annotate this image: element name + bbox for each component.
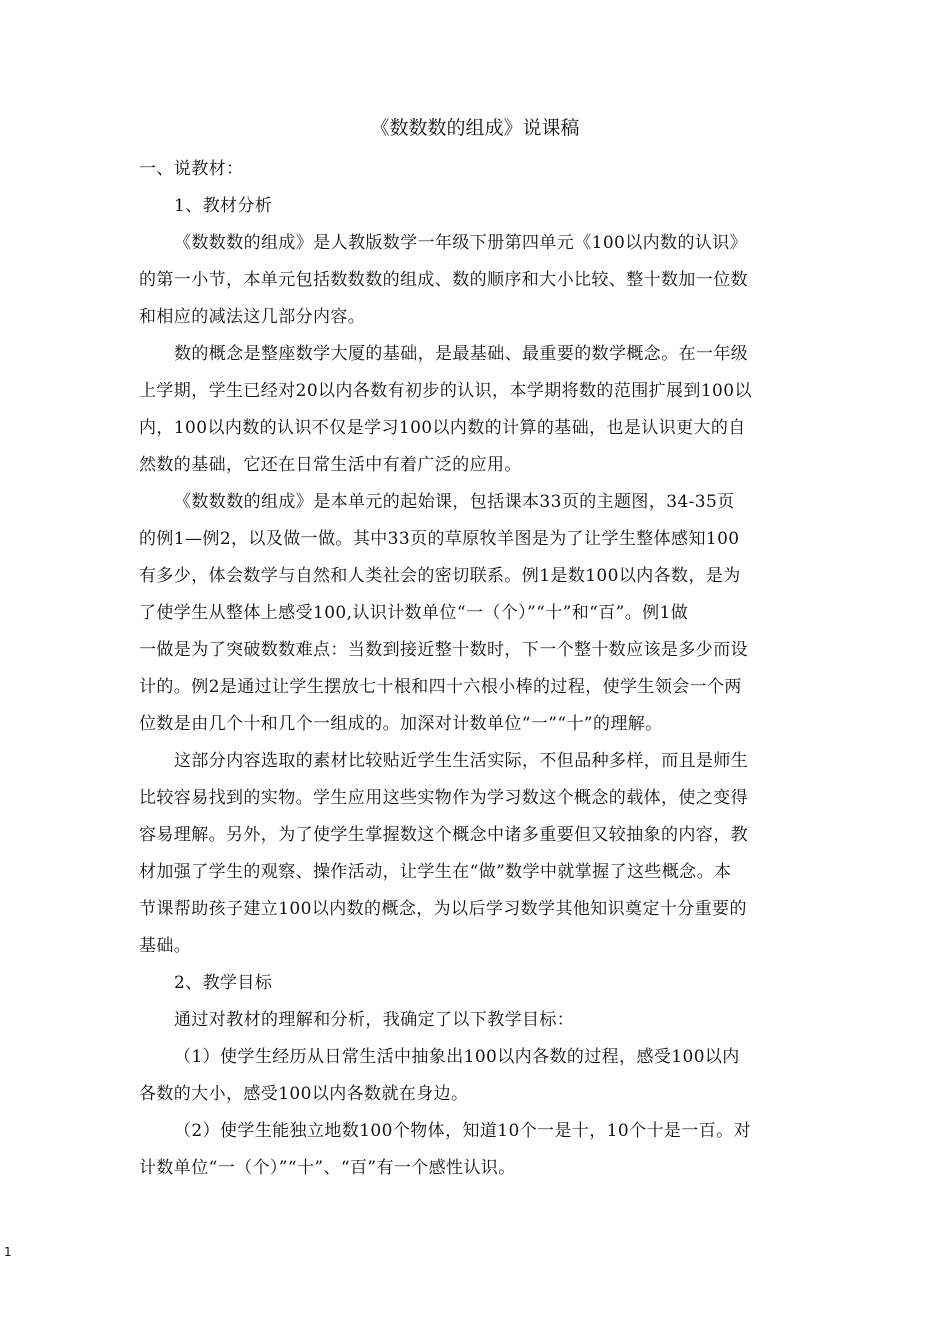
paragraph-line: 位数是由几个十和几个一组成的。加深对计数单位“一”“十”的理解。	[139, 714, 663, 734]
paragraph-line: 节课帮助孩子建立100以内数的概念，为以后学习数学其他知识奠定十分重要的	[139, 899, 747, 919]
paragraph-line: 《数数数的组成》是本单元的起始课，包括课本33页的主题图，34-35页	[174, 492, 735, 512]
paragraph-line: 基础。	[139, 936, 192, 956]
paragraph-line: 有多少，体会数学与自然和人类社会的密切联系。例1是数100以内各数，是为	[139, 566, 741, 586]
paragraph-line: 《数数数的组成》是人教版数学一年级下册第四单元《100以内数的认识》	[174, 233, 748, 253]
paragraph-line: 比较容易找到的实物。学生应用这些实物作为学习数这个概念的载体，使之变得	[139, 788, 748, 808]
paragraph-line: 一做是为了突破数数难点：当数到接近整十数时，下一个整十数应该是多少而设	[139, 640, 748, 660]
paragraph-line: 这部分内容选取的素材比较贴近学生生活实际，不但品种多样，而且是师生	[174, 751, 749, 771]
document-title: 《数数数的组成》说课稿	[370, 117, 580, 139]
paragraph-line: 的第一小节，本单元包括数数数的组成、数的顺序和大小比较、整十数加一位数	[139, 270, 748, 290]
paragraph-line: 了使学生从整体上感受100,认识计数单位“一（个）”“十”和“百”。例1做	[139, 603, 689, 623]
paragraph-line: 各数的大小，感受100以内各数就在身边。	[139, 1084, 469, 1104]
paragraph-line: 材加强了学生的观察、操作活动，让学生在“做”数学中就掌握了这些概念。本	[139, 862, 732, 882]
section-heading: 一、说教材：	[139, 159, 244, 179]
paragraph-line: 通过对教材的理解和分析，我确定了以下教学目标：	[174, 1010, 575, 1030]
paragraph-line: 和相应的减法这几部分内容。	[139, 307, 366, 327]
paragraph-line: 计的。例2是通过让学生摆放七十根和四十六根小棒的过程，使学生领会一个两	[139, 677, 742, 697]
page-number: 1	[4, 1245, 12, 1259]
subsection-heading: 2、教学目标	[174, 973, 273, 993]
paragraph-line: 上学期，学生已经对20以内各数有初步的认识，本学期将数的范围扩展到100以	[139, 381, 752, 401]
paragraph-line: 数的概念是整座数学大厦的基础，是最基础、最重要的数学概念。在一年级	[174, 344, 749, 364]
paragraph-line: 容易理解。另外，为了使学生掌握数这个概念中诸多重要但又较抽象的内容，教	[139, 825, 748, 845]
paragraph-line: 计数单位“一（个）”“十”、“百”有一个感性认识。	[139, 1158, 516, 1178]
paragraph-line: （2）使学生能独立地数100个物体，知道10个一是十，10个十是一百。对	[174, 1121, 751, 1141]
paragraph-line: 的例1—例2，以及做一做。其中33页的草原牧羊图是为了让学生整体感知100	[139, 529, 740, 549]
paragraph-line: （1）使学生经历从日常生活中抽象出100以内各数的过程，感受100以内	[174, 1047, 740, 1067]
subsection-heading: 1、教材分析	[174, 196, 273, 216]
paragraph-line: 内，100以内数的认识不仅是学习100以内数的计算的基础，也是认识更大的自	[139, 418, 746, 438]
paragraph-line: 然数的基础，它还在日常生活中有着广泛的应用。	[139, 455, 522, 475]
